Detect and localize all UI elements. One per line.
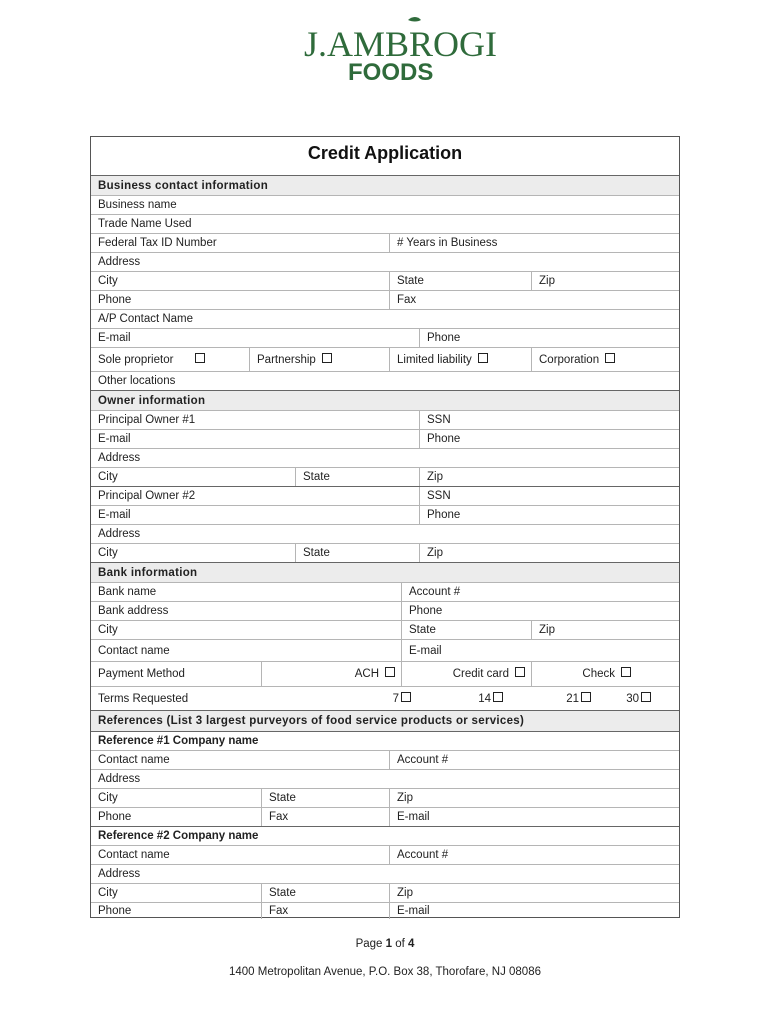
- owner1-row: [91, 410, 679, 429]
- ref2-phone-row: [91, 902, 679, 919]
- section-owner: [91, 390, 679, 410]
- bank-address-row: [91, 601, 679, 620]
- logo-line1: J.AMBROGI: [304, 24, 498, 64]
- zip-label: Zip: [419, 544, 681, 562]
- address-row: [91, 252, 679, 271]
- phone-label: Phone: [419, 506, 681, 524]
- ach-label: ACH: [354, 668, 379, 680]
- checkbox-icon[interactable]: [641, 692, 651, 702]
- terms-21-option[interactable]: [503, 687, 591, 710]
- section-heading: Business contact information: [98, 179, 269, 192]
- checkbox-icon[interactable]: [621, 667, 631, 677]
- zip-label: Zip: [531, 621, 681, 639]
- terms-30-label: 30: [626, 692, 639, 705]
- owner1-email-row: [91, 429, 679, 448]
- limited-liability-label: Limited liability: [397, 353, 472, 366]
- state-label: State: [389, 272, 531, 290]
- owner2-row: [91, 486, 679, 505]
- trade-name-row: [91, 214, 679, 233]
- account-label: Account #: [389, 846, 681, 864]
- ap-contact-label: A/P Contact Name: [98, 313, 194, 325]
- corporation-label: Corporation: [539, 353, 600, 366]
- payment-method-row: [91, 661, 679, 686]
- trade-name-label: Trade Name Used: [98, 218, 192, 230]
- address-label: Address: [98, 528, 141, 540]
- checkbox-icon[interactable]: [493, 692, 503, 702]
- phone-row: [91, 290, 679, 309]
- partnership-option[interactable]: [249, 348, 389, 371]
- city-label: City: [98, 275, 118, 287]
- checkbox-icon[interactable]: [385, 667, 395, 677]
- phone-label: Phone: [98, 294, 132, 306]
- bank-name-label: Bank name: [98, 586, 157, 598]
- state-label: State: [295, 544, 419, 562]
- zip-label: Zip: [419, 468, 681, 486]
- page-number: [0, 938, 770, 950]
- owner2-city-row: [91, 543, 679, 562]
- credit-card-label: Credit card: [452, 668, 509, 680]
- payment-method-label: Payment Method: [98, 668, 185, 680]
- corporation-option[interactable]: [531, 348, 681, 371]
- contact-name-label: Contact name: [98, 644, 170, 657]
- section-heading: Bank information: [98, 566, 198, 579]
- city-label: City: [98, 624, 118, 636]
- state-label: State: [261, 884, 389, 902]
- email-label: E-mail: [98, 332, 131, 344]
- address-label: Address: [98, 773, 141, 785]
- limited-liability-option[interactable]: [389, 348, 531, 371]
- credit-application-form: [90, 136, 680, 918]
- terms-7-option[interactable]: [301, 687, 411, 710]
- section-bank: [91, 562, 679, 582]
- logo-line2: FOODS: [348, 59, 434, 86]
- ref1-heading-row: [91, 731, 679, 750]
- zip-label: Zip: [389, 789, 681, 807]
- state-label: State: [261, 789, 389, 807]
- zip-label: Zip: [531, 272, 681, 290]
- city-label: City: [98, 547, 118, 559]
- email-label: E-mail: [401, 640, 681, 661]
- bank-address-label: Bank address: [98, 605, 169, 617]
- ref1-city-row: [91, 788, 679, 807]
- ach-option[interactable]: [261, 662, 401, 686]
- page-of: of: [392, 938, 409, 950]
- owner1-label: Principal Owner #1: [98, 414, 196, 426]
- phone-label: Phone: [419, 329, 681, 347]
- terms-7-label: 7: [392, 692, 399, 705]
- business-name-label: Business name: [98, 199, 177, 211]
- ref1-phone-row: [91, 807, 679, 826]
- checkbox-icon[interactable]: [322, 353, 332, 363]
- bank-city-row: [91, 620, 679, 639]
- check-label: Check: [582, 668, 615, 680]
- terms-14-option[interactable]: [411, 687, 503, 710]
- owner1-address-row: [91, 448, 679, 467]
- fax-label: Fax: [261, 808, 389, 826]
- zip-label: Zip: [389, 884, 681, 902]
- terms-14-label: 14: [478, 692, 491, 705]
- phone-label: Phone: [98, 811, 132, 823]
- checkbox-icon[interactable]: [478, 353, 488, 363]
- terms-21-label: 21: [566, 692, 579, 705]
- email-row: [91, 328, 679, 347]
- email-label: E-mail: [389, 903, 681, 919]
- owner2-label: Principal Owner #2: [98, 490, 196, 502]
- terms-row: [91, 686, 679, 710]
- contact-name-label: Contact name: [98, 754, 170, 766]
- page-current: 1: [385, 938, 393, 950]
- phone-label: Phone: [98, 905, 132, 917]
- ssn-label: SSN: [419, 487, 681, 505]
- page-total: 4: [408, 938, 415, 950]
- company-logo: [300, 14, 498, 86]
- owner1-city-row: [91, 467, 679, 486]
- phone-label: Phone: [401, 602, 681, 620]
- other-locations-row: [91, 371, 679, 390]
- ref2-contact-row: [91, 845, 679, 864]
- other-locations-label: Other locations: [98, 375, 176, 387]
- fax-label: Fax: [389, 291, 681, 309]
- ref1-heading: Reference #1 Company name: [98, 735, 259, 747]
- company-address: 1400 Metropolitan Avenue, P.O. Box 38, Thorofare, NJ 08086: [229, 966, 541, 978]
- ref1-address-row: [91, 769, 679, 788]
- checkbox-icon[interactable]: [195, 353, 205, 363]
- tax-id-label: Federal Tax ID Number: [98, 237, 217, 249]
- checkbox-icon[interactable]: [401, 692, 411, 702]
- checkbox-icon[interactable]: [581, 692, 591, 702]
- city-label: City: [98, 887, 118, 899]
- page-prefix: Page: [355, 938, 386, 950]
- partnership-label: Partnership: [257, 353, 316, 366]
- email-label: E-mail: [98, 509, 131, 521]
- section-heading: References (List 3 largest purveyors of food service products or services): [98, 715, 525, 727]
- city-label: City: [98, 792, 118, 804]
- owner2-email-row: [91, 505, 679, 524]
- state-label: State: [295, 468, 419, 486]
- credit-card-option[interactable]: [401, 662, 531, 686]
- owner2-address-row: [91, 524, 679, 543]
- section-business: [91, 175, 679, 195]
- account-label: Account #: [401, 583, 681, 601]
- form-title: Credit Application: [307, 143, 463, 163]
- section-heading: Owner information: [98, 394, 206, 407]
- state-label: State: [401, 621, 531, 639]
- bank-name-row: [91, 582, 679, 601]
- tax-id-row: [91, 233, 679, 252]
- business-name-row: [91, 195, 679, 214]
- account-label: Account #: [389, 751, 681, 769]
- city-label: City: [98, 471, 118, 483]
- checkbox-icon[interactable]: [605, 353, 615, 363]
- ref2-heading: Reference #2 Company name: [98, 830, 259, 842]
- entity-type-row: [91, 347, 679, 371]
- sole-proprietor-label: Sole proprietor: [98, 353, 174, 366]
- address-label: Address: [98, 452, 141, 464]
- ap-contact-row: [91, 309, 679, 328]
- terms-30-option[interactable]: [591, 687, 651, 710]
- ref2-address-row: [91, 864, 679, 883]
- email-label: E-mail: [98, 433, 131, 445]
- address-label: Address: [98, 256, 141, 268]
- checkbox-icon[interactable]: [515, 667, 525, 677]
- ref2-city-row: [91, 883, 679, 902]
- ref1-contact-row: [91, 750, 679, 769]
- phone-label: Phone: [419, 430, 681, 448]
- email-label: E-mail: [389, 808, 681, 826]
- terms-label: Terms Requested: [98, 692, 189, 705]
- years-label: # Years in Business: [389, 234, 681, 252]
- contact-name-label: Contact name: [98, 849, 170, 861]
- address-label: Address: [98, 868, 141, 880]
- apple-icon: [408, 17, 421, 22]
- ref2-heading-row: [91, 826, 679, 845]
- check-option[interactable]: [531, 662, 681, 686]
- sole-proprietor-option[interactable]: [91, 348, 249, 371]
- city-row: [91, 271, 679, 290]
- bank-contact-row: [91, 639, 679, 661]
- fax-label: Fax: [261, 903, 389, 919]
- section-references: [91, 710, 679, 731]
- ssn-label: SSN: [419, 411, 681, 429]
